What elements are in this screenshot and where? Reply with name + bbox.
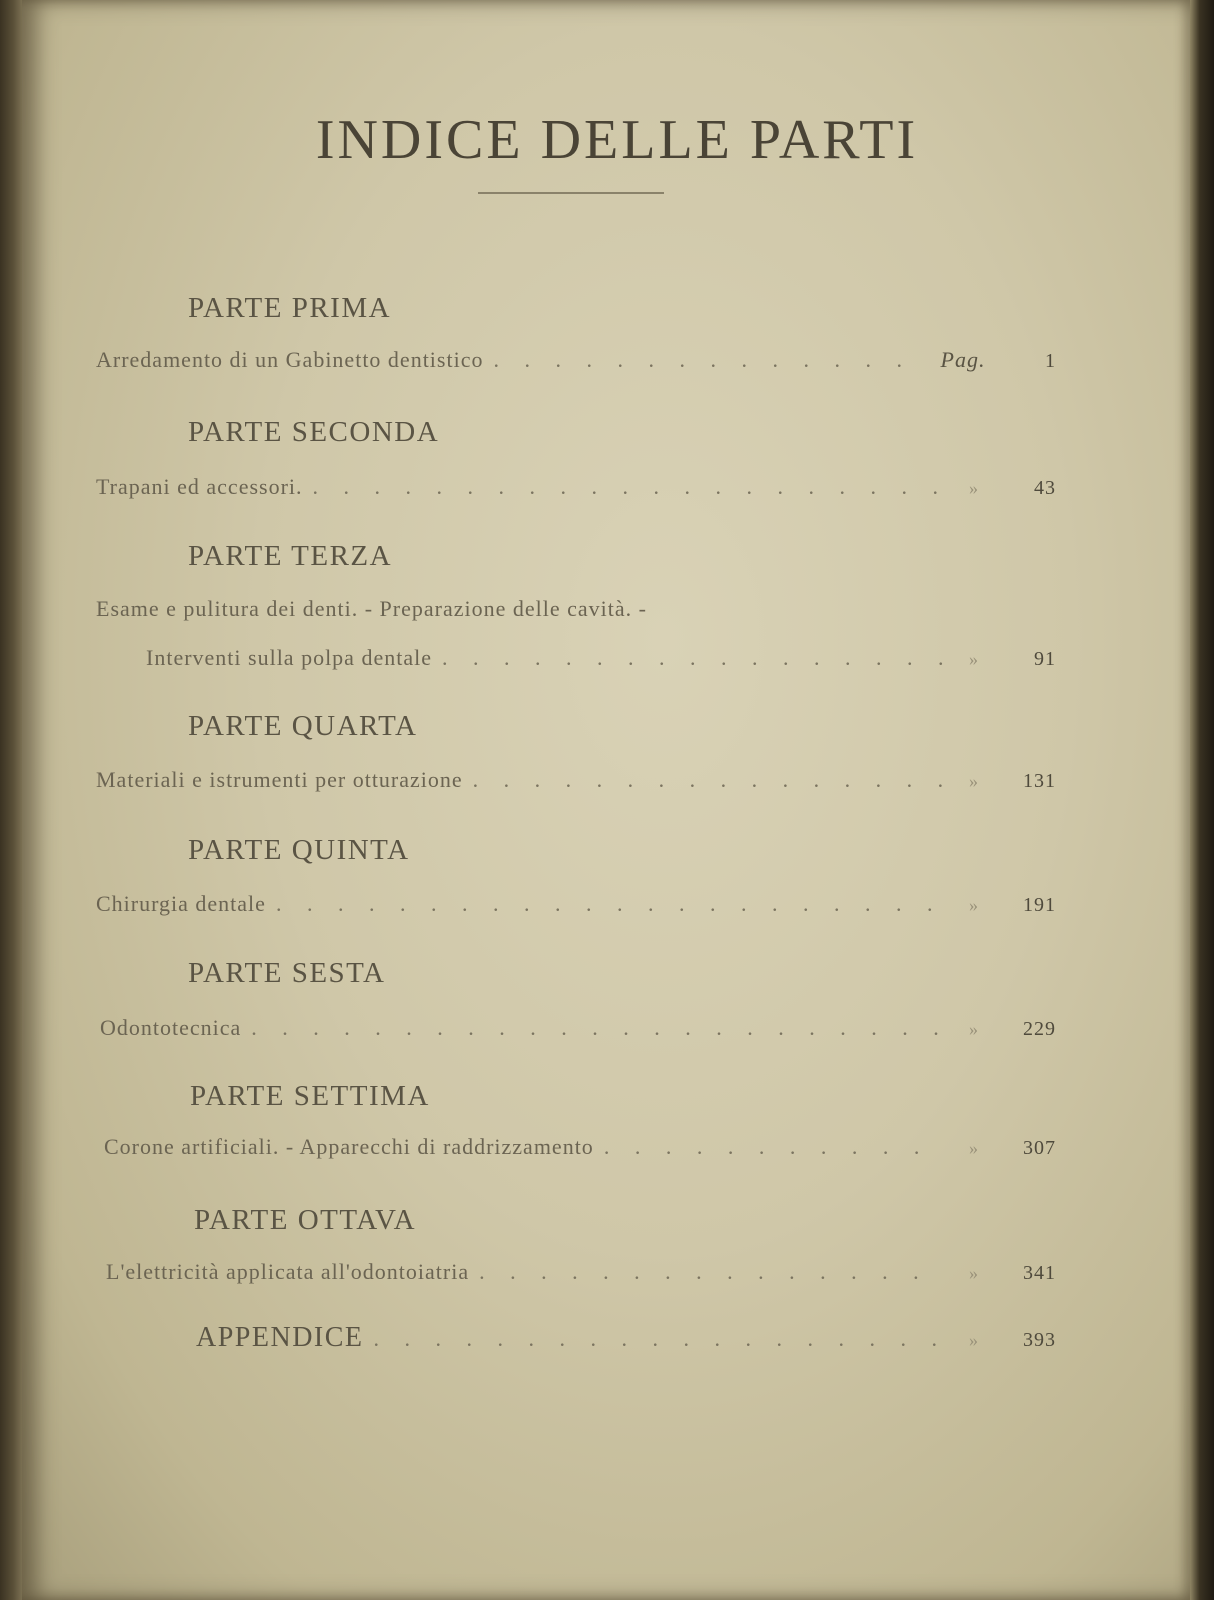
dot-leader [473,767,944,793]
page-number: 341 [1023,1262,1056,1284]
entry-title: Arredamento di un Gabinetto dentistico [96,347,484,372]
page-number: 393 [1023,1329,1056,1351]
part-heading-terza: PARTE TERZA [188,540,393,572]
page-number: 91 [1034,648,1056,670]
toc-entry-settima[interactable] [104,1134,1056,1164]
toc-entry-terza[interactable] [146,645,1056,675]
part-heading-quarta: PARTE QUARTA [188,710,418,742]
appendix-label: APPENDICE [196,1322,364,1353]
page-number: 229 [1023,1018,1056,1040]
part-heading-ottava: PARTE OTTAVA [194,1204,417,1236]
toc-entry-seconda[interactable] [96,474,1056,504]
page-number: 307 [1023,1137,1056,1159]
dot-leader [313,474,944,500]
toc-entry-prima[interactable] [96,347,1056,377]
entry-title: Interventi sulla polpa dentale [146,645,432,670]
part-heading-prima: PARTE PRIMA [188,292,392,324]
page-left-edge [0,0,22,1600]
entry-title: L'elettricità applicata all'odontoiatria [106,1259,470,1284]
dot-leader [493,347,922,373]
dot-leader [479,1259,944,1285]
dot-leader [604,1134,944,1160]
page-ref-label: » [969,1330,979,1350]
page-number: 1 [1045,350,1056,372]
page-number: 191 [1023,894,1056,916]
part-heading-settima: PARTE SETTIMA [190,1080,430,1112]
page-ref-label: Pag. [940,347,986,372]
page-right-edge [1190,0,1214,1600]
entry-title: Materiali e istrumenti per otturazione [96,767,463,792]
part-heading-sesta: PARTE SESTA [188,957,386,989]
page-ref-label: » [969,1019,979,1039]
toc-entry-quarta[interactable] [96,767,1056,797]
page-title: INDICE DELLE PARTI [315,109,919,171]
toc-entry-appendice[interactable] [196,1322,1056,1362]
page-ref-label: » [969,771,979,791]
page-ref-label: » [969,1263,979,1283]
page-ref-label: » [969,895,979,915]
page-ref-label: » [969,478,979,498]
part-heading-seconda: PARTE SECONDA [188,416,440,448]
toc-entry-ottava[interactable] [106,1259,1056,1289]
entry-title: Trapani ed accessori. [96,474,303,499]
entry-title: Corone artificiali. - Apparecchi di raddrizzamento [104,1134,594,1159]
page-ref-label: » [969,1138,979,1158]
entry-title: Chirurgia dentale [96,891,266,916]
toc-entry-sesta[interactable] [100,1015,1056,1045]
dot-leader [251,1015,944,1041]
dot-leader [276,891,944,917]
dot-leader [442,645,944,671]
page-ref-label: » [969,649,979,669]
toc-entry-quinta[interactable] [96,891,1056,921]
entry-title: Odontotecnica [100,1015,242,1040]
title-divider [478,192,664,194]
part-heading-quinta: PARTE QUINTA [188,834,410,866]
toc-entry-terza-line1[interactable]: Esame e pulitura dei denti. - Preparazione delle cavità. - [96,596,647,621]
page-number: 131 [1023,770,1056,792]
page-number: 43 [1034,477,1056,499]
dot-leader [374,1326,944,1352]
